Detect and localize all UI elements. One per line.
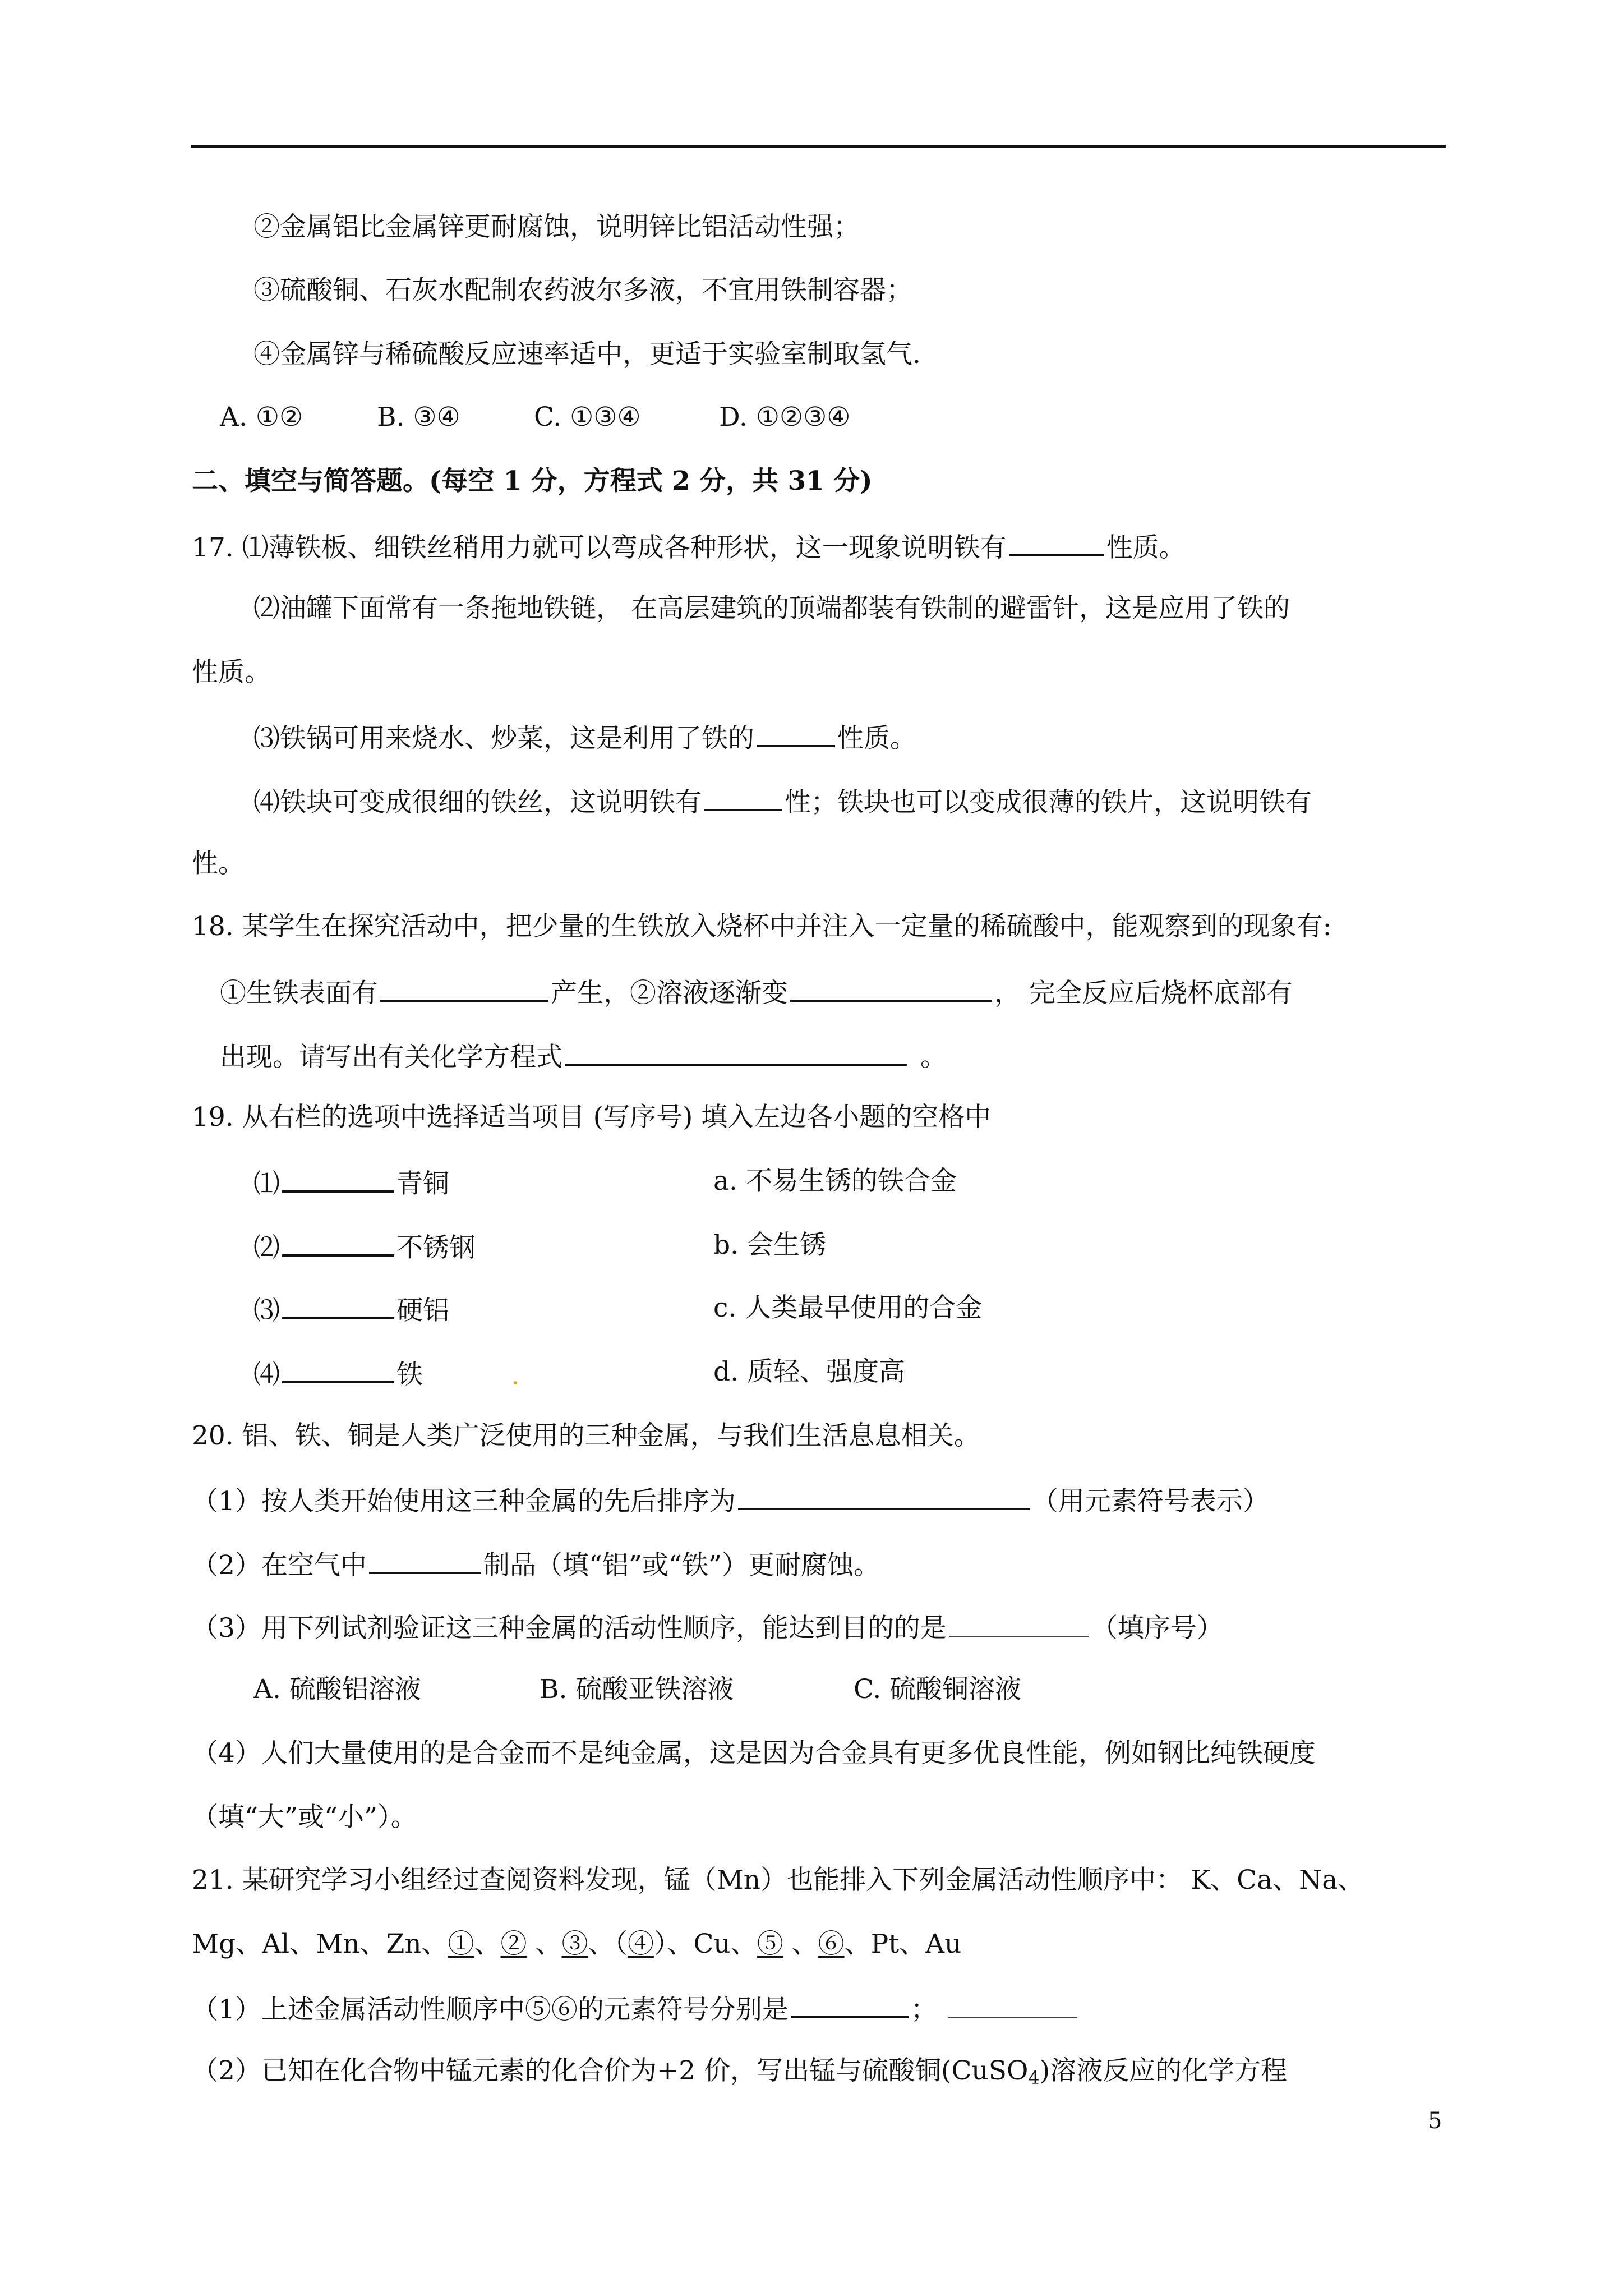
- q20-part-3: [192, 1610, 1223, 1645]
- q19-right-b: b. 会生锈: [713, 1230, 826, 1260]
- q20-part-4: （4）人们大量使用的是合金而不是纯金属，这是因为合金具有更多优良性能，例如钢比纯铁硬度: [192, 1738, 1316, 1769]
- answer-blank[interactable]: [369, 1546, 481, 1574]
- answer-blank[interactable]: [949, 1610, 1089, 1637]
- q18-line-2-text: ①生铁表面有: [220, 978, 378, 1009]
- q16-statement-2: ②金属铝比金属锌更耐腐蚀，说明锌比铝活动性强；: [253, 211, 860, 242]
- q19-left-1-text: 青铜: [396, 1168, 449, 1199]
- q21-part-2-text: （2）已知在化合物中锰元素的化合价为+2 价，写出锰与硫酸铜(CuSO: [192, 2055, 1029, 2086]
- q17-line-5-end: 性；铁块也可以变成很薄的铁片，这说明铁有: [785, 787, 1312, 818]
- q17-line-1: [192, 528, 1186, 565]
- q16-option-c: C. ①③④: [534, 402, 641, 432]
- answer-blank[interactable]: [1009, 528, 1104, 556]
- q16-option-b: B. ③④: [377, 402, 460, 432]
- q20-reagent-b: B. 硫酸亚铁溶液: [540, 1674, 734, 1705]
- answer-blank[interactable]: [282, 1291, 394, 1319]
- q20-part-1-text: （1）按人类开始使用这三种金属的先后排序为: [192, 1486, 736, 1517]
- answer-blank[interactable]: [790, 974, 992, 1002]
- q19-left-2-text: 不锈钢: [396, 1232, 476, 1263]
- q19-left-4-text: 铁: [396, 1359, 423, 1390]
- answer-blank[interactable]: [757, 719, 835, 747]
- q21-blank-3: ③: [561, 1929, 588, 1959]
- q19-left-2-num: ⑵: [253, 1232, 280, 1263]
- q16-option-d: D. ①②③④: [719, 402, 851, 432]
- q17-line-4-text: ⑶铁锅可用来烧水、炒菜，这是利用了铁的: [253, 723, 754, 754]
- q19-left-4-num: ⑷: [253, 1359, 280, 1390]
- q18-line-1: 18. 某学生在探究活动中，把少量的生铁放入烧杯中并注入一定量的稀硫酸中，能观察到的现象有:: [192, 911, 1332, 942]
- q19-left-2: [253, 1228, 476, 1265]
- q19-right-c: c. 人类最早使用的合金: [713, 1292, 983, 1323]
- q21-blank-6: ⑥: [818, 1929, 845, 1959]
- q16-option-a: A. ①②: [220, 402, 303, 432]
- q18-line-2-mid: 产生，②溶液逐渐变: [551, 978, 788, 1009]
- answer-blank[interactable]: [380, 974, 548, 1002]
- answer-blank[interactable]: [282, 1165, 394, 1193]
- q20-part-2-text: （2）在空气中: [192, 1550, 367, 1581]
- answer-blank[interactable]: [791, 1990, 909, 2018]
- q21-series-start: Mg、Al、Mn、Zn、: [192, 1929, 448, 1959]
- q17-line-4: [253, 719, 916, 756]
- q20-part-2-end: 制品（填“铝”或“铁”）更耐腐蚀。: [483, 1550, 880, 1581]
- q21-series-end: 、Pt、Au: [844, 1929, 962, 1959]
- q19-title: 19. 从右栏的选项中选择适当项目 (写序号) 填入左边各小题的空格中: [192, 1102, 992, 1133]
- answer-blank[interactable]: [948, 1991, 1077, 2018]
- q20-part-1: [192, 1482, 1269, 1519]
- q16-statement-3: ③硫酸铜、石灰水配制农药波尔多液，不宜用铁制容器；: [253, 275, 912, 306]
- q18-line-2-end: ， 完全反应后烧杯底部有: [994, 978, 1293, 1009]
- section-heading: 二、填空与简答题。(每空 1 分，方程式 2 分，共 31 分): [192, 466, 873, 496]
- stray-dot: [514, 1381, 517, 1384]
- q18-line-3: [220, 1038, 947, 1074]
- q20-part-3-text: （3）用下列试剂验证这三种金属的活动性顺序，能达到目的的是: [192, 1613, 947, 1644]
- answer-blank[interactable]: [282, 1355, 394, 1383]
- answer-blank[interactable]: [282, 1228, 394, 1257]
- q21-part-2-end: )溶液反应的化学方程: [1039, 2055, 1288, 2086]
- q17-line-3: 性质。: [192, 657, 271, 688]
- q18-line-2: [220, 974, 1293, 1010]
- q20-reagent-c: C. 硫酸铜溶液: [854, 1674, 1022, 1705]
- q16-statement-4: ④金属锌与稀硫酸反应速率适中，更适于实验室制取氢气.: [253, 339, 921, 370]
- answer-blank[interactable]: [704, 783, 782, 811]
- q21-part-2: [192, 2054, 1287, 2095]
- q20-part-2: [192, 1546, 880, 1582]
- q21-subscript: 4: [1028, 2067, 1040, 2088]
- q21-blank-1: ①: [448, 1929, 474, 1959]
- q20-part-4-end: （填“大”或“小”）。: [192, 1802, 417, 1833]
- q20-reagent-a: A. 硫酸铝溶液: [253, 1674, 421, 1705]
- q17-line-2: ⑵油罐下面常有一条拖地铁链， 在高层建筑的顶端都装有铁制的避雷针，这是应用了铁的: [253, 593, 1290, 624]
- q17-line-5: [253, 783, 1312, 820]
- q21-part-1-text: （1）上述金属活动性顺序中⑤⑥的元素符号分别是: [192, 1994, 789, 2025]
- page-number: 5: [1428, 2108, 1442, 2134]
- q21-line-1: 21. 某研究学习小组经过查阅资料发现，锰（Mn）也能排入下列金属活动性顺序中： K、Ca、Na、: [192, 1865, 1364, 1895]
- q17-line-4-end: 性质。: [837, 723, 916, 754]
- q20-part-1-end: （用元素符号表示）: [1031, 1486, 1269, 1517]
- answer-blank[interactable]: [738, 1482, 1030, 1510]
- q21-blank-4: ④: [627, 1929, 654, 1959]
- q19-left-3-num: ⑶: [253, 1295, 280, 1326]
- header-rule: [191, 145, 1446, 148]
- q19-left-1-num: ⑴: [253, 1168, 280, 1199]
- q18-line-3-text: 出现。请写出有关化学方程式: [220, 1042, 562, 1073]
- q21-series-cu: ）、Cu、: [653, 1929, 757, 1959]
- q21-part-1: [192, 1990, 1080, 2027]
- q21-blank-5: ⑤: [757, 1929, 783, 1959]
- q21-part-1-sep: ；: [910, 1994, 937, 2025]
- answer-blank[interactable]: [565, 1038, 907, 1066]
- q19-right-d: d. 质轻、强度高: [713, 1356, 905, 1387]
- q19-left-4: [253, 1355, 423, 1392]
- q21-blank-2: ②: [500, 1929, 527, 1959]
- q17-line-1-end: 性质。: [1106, 532, 1186, 563]
- q19-left-1: [253, 1165, 449, 1201]
- q19-right-a: a. 不易生锈的铁合金: [713, 1166, 957, 1197]
- q20-part-3-end: （填序号）: [1091, 1613, 1223, 1644]
- q17-line-6: 性。: [192, 848, 245, 879]
- q17-line-1-text: 17. ⑴薄铁板、细铁丝稍用力就可以弯成各种形状，这一现象说明铁有: [192, 532, 1007, 563]
- q17-line-5-text: ⑷铁块可变成很细的铁丝，这说明铁有: [253, 787, 702, 818]
- q18-line-3-end: 。: [920, 1042, 947, 1073]
- q19-left-3: [253, 1291, 449, 1328]
- q20-title: 20. 铝、铁、铜是人类广泛使用的三种金属，与我们生活息息相关。: [192, 1420, 980, 1451]
- q21-activity-series: Mg、Al、Mn、Zn、①、② 、③、（④）、Cu、⑤ 、⑥、Pt、Au: [192, 1929, 962, 1959]
- q19-left-3-text: 硬铝: [396, 1295, 449, 1326]
